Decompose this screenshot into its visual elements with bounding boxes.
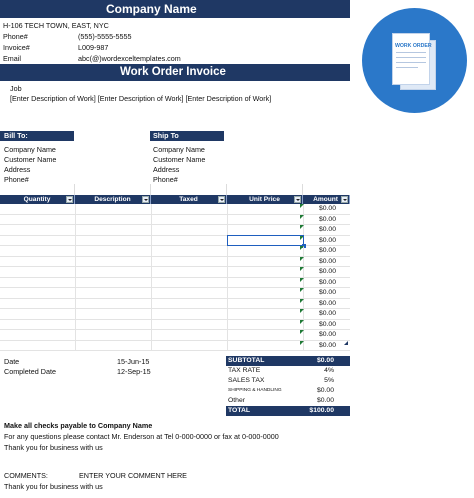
resize-handle-icon[interactable]	[344, 341, 348, 345]
amount-cell[interactable]: $0.00	[318, 226, 336, 233]
cell-border	[75, 330, 76, 340]
cell-border	[75, 288, 76, 298]
date-value[interactable]: 15-Jun-15	[117, 357, 150, 366]
work-order-logo	[362, 8, 467, 113]
items-table	[0, 195, 350, 355]
amount-cell[interactable]: $0.00	[318, 215, 336, 223]
table-row[interactable]	[0, 257, 350, 268]
phone-label: Phone#	[3, 32, 28, 41]
formula-indicator-icon	[300, 246, 304, 250]
other-label: Other	[228, 397, 245, 404]
formula-indicator-icon	[300, 341, 304, 345]
invoice-label: Invoice#	[3, 43, 30, 52]
formula-indicator-icon	[300, 204, 304, 208]
cell-border	[75, 309, 76, 319]
cell-border	[227, 341, 228, 351]
total-value: $100.00	[309, 407, 334, 414]
cell-border	[151, 225, 152, 235]
formula-indicator-icon	[300, 330, 304, 334]
column-header-label: Amount	[313, 196, 338, 203]
formula-indicator-icon	[300, 278, 304, 282]
filter-dropdown-icon[interactable]	[66, 196, 73, 203]
cell-border	[227, 246, 228, 256]
cell-border	[227, 257, 228, 267]
cell-border	[151, 236, 152, 246]
table-row[interactable]	[0, 330, 350, 341]
column-header-taxed[interactable]	[151, 195, 227, 204]
amount-cell[interactable]: $0.00	[318, 247, 336, 254]
ship-to-line[interactable]: Company Name	[153, 145, 205, 154]
column-header-label: Taxed	[179, 196, 198, 203]
table-row[interactable]	[0, 267, 350, 278]
column-guide	[150, 184, 151, 195]
amount-cell[interactable]: $0.00	[318, 205, 336, 212]
doc-line	[396, 67, 418, 68]
column-header-label: Description	[94, 196, 131, 203]
email-label: Email	[3, 54, 21, 63]
cell-border	[227, 299, 228, 309]
filter-dropdown-icon[interactable]	[341, 196, 348, 203]
cell-border	[151, 330, 152, 340]
cell-border	[227, 278, 228, 288]
table-row[interactable]	[0, 309, 350, 320]
tax-rate-value[interactable]: 4%	[324, 367, 334, 374]
amount-cell[interactable]: $0.00	[318, 289, 336, 296]
bill-to-line[interactable]: Phone#	[4, 175, 29, 184]
column-guide	[74, 184, 75, 195]
amount-cell[interactable]: $0.00	[318, 320, 336, 328]
column-header-unit-price[interactable]	[227, 195, 303, 204]
cell-border	[151, 278, 152, 288]
cell-border	[151, 246, 152, 256]
bill-to-header-label: Bill To:	[4, 131, 28, 140]
cell-border	[75, 320, 76, 330]
sales-tax-value[interactable]: 5%	[324, 377, 334, 384]
completed-date-value[interactable]: 12-Sep-15	[117, 367, 151, 376]
column-header-description[interactable]	[75, 195, 151, 204]
table-row[interactable]	[0, 341, 350, 352]
amount-cell[interactable]: $0.00	[318, 257, 336, 265]
checks-payable-note: Make all checks payable to Company Name	[4, 421, 153, 430]
ship-to-line[interactable]: Address	[153, 165, 180, 174]
cell-border	[227, 309, 228, 319]
cell-border	[151, 288, 152, 298]
formula-indicator-icon	[300, 267, 304, 271]
formula-indicator-icon	[300, 309, 304, 313]
doc-line	[396, 57, 426, 58]
amount-cell[interactable]: $0.00	[318, 236, 336, 244]
date-label: Date	[4, 357, 20, 366]
cell-border	[151, 257, 152, 267]
tax-rate-row	[226, 366, 350, 376]
cell-border	[75, 299, 76, 309]
table-row[interactable]	[0, 215, 350, 226]
cell-border	[151, 320, 152, 330]
column-header-label: Unit Price	[249, 196, 280, 203]
filter-dropdown-icon[interactable]	[142, 196, 149, 203]
invoice-title-bar	[0, 64, 350, 81]
total-label: TOTAL	[228, 407, 251, 414]
cell-border	[227, 288, 228, 298]
cell-border	[75, 236, 76, 246]
column-header-label: Quantity	[23, 196, 51, 203]
formula-indicator-icon	[300, 288, 304, 292]
cell-border	[75, 225, 76, 235]
bill-to-line[interactable]: Company Name	[4, 145, 56, 154]
job-description[interactable]: [Enter Description of Work] [Enter Description of Work] [Enter Description of Work]	[10, 94, 272, 103]
amount-cell[interactable]: $0.00	[318, 331, 336, 338]
job-label: Job	[10, 84, 22, 93]
cell-border	[227, 267, 228, 277]
table-row[interactable]	[0, 299, 350, 310]
tax-rate-label: TAX RATE	[228, 367, 261, 374]
ship-to-header-label: Ship To	[153, 131, 179, 140]
logo-text: WORK ORDER	[395, 43, 432, 49]
doc-line	[396, 62, 426, 63]
bill-to-line[interactable]: Customer Name	[4, 155, 57, 164]
invoice-title: Work Order Invoice	[120, 66, 226, 78]
cell-border	[227, 204, 228, 214]
cell-border	[75, 215, 76, 225]
cell-border	[227, 225, 228, 235]
table-row[interactable]	[0, 236, 350, 247]
column-guide	[226, 184, 227, 195]
company-name-banner	[0, 0, 350, 18]
total-row	[226, 406, 350, 416]
column-header-amount[interactable]	[303, 195, 350, 204]
ship-to-line[interactable]: Phone#	[153, 175, 178, 184]
cell-border	[75, 204, 76, 214]
table-row[interactable]	[0, 246, 350, 257]
table-row[interactable]	[0, 288, 350, 299]
amount-cell[interactable]: $0.00	[318, 278, 336, 286]
amount-cell[interactable]: $0.00	[318, 341, 336, 349]
column-guide	[302, 184, 303, 195]
cell-border	[75, 267, 76, 277]
sales-tax-label: SALES TAX	[228, 377, 265, 384]
cell-border	[75, 246, 76, 256]
bill-to-header	[0, 131, 74, 141]
email-value: abc(@)wordexceltemplates.com	[78, 54, 181, 63]
table-row[interactable]	[0, 320, 350, 331]
thanks-note: Thank you for business with us	[4, 443, 103, 452]
sales-tax-row	[226, 376, 350, 386]
thanks-note: Thank you for business with us	[4, 482, 103, 491]
company-name: Company Name	[106, 2, 197, 16]
cell-border	[227, 215, 228, 225]
document-front-icon	[392, 33, 430, 85]
shipping-value[interactable]: $0.00	[316, 387, 334, 394]
amount-cell[interactable]: $0.00	[318, 299, 336, 307]
phone-value: (555)-5555-5555	[78, 32, 132, 41]
invoice-value: L009-987	[78, 43, 109, 52]
table-row[interactable]	[0, 204, 350, 215]
shipping-label: SHIPPING & HANDLING	[228, 388, 282, 393]
ship-to-line[interactable]: Customer Name	[153, 155, 206, 164]
subtotal-label: SUBTOTAL	[228, 357, 265, 364]
cell-border	[75, 278, 76, 288]
formula-indicator-icon	[300, 225, 304, 229]
completed-date-label: Completed Date	[4, 367, 56, 376]
amount-cell[interactable]: $0.00	[318, 268, 336, 275]
formula-indicator-icon	[300, 320, 304, 324]
cell-border	[151, 309, 152, 319]
cell-border	[151, 267, 152, 277]
shipping-row	[226, 386, 350, 396]
cell-border	[75, 257, 76, 267]
subtotal-value: $0.00	[316, 357, 334, 364]
column-header-quantity[interactable]	[0, 195, 75, 204]
doc-line	[396, 52, 426, 53]
cell-border	[151, 215, 152, 225]
comments-label: COMMENTS:	[4, 471, 48, 480]
bill-to-line[interactable]: Address	[4, 165, 31, 174]
cell-border	[227, 320, 228, 330]
formula-indicator-icon	[300, 257, 304, 261]
company-address: H-106 TECH TOWN, EAST, NYC	[3, 21, 109, 30]
other-value[interactable]: $0.00	[316, 397, 334, 404]
cell-border	[151, 299, 152, 309]
selected-cell[interactable]	[227, 235, 304, 246]
cell-border	[151, 341, 152, 351]
cell-border	[151, 204, 152, 214]
filter-dropdown-icon[interactable]	[218, 196, 225, 203]
other-row	[226, 396, 350, 406]
subtotal-row	[226, 356, 350, 366]
formula-indicator-icon	[300, 215, 304, 219]
filter-dropdown-icon[interactable]	[294, 196, 301, 203]
formula-indicator-icon	[300, 299, 304, 303]
table-row[interactable]	[0, 278, 350, 289]
amount-cell[interactable]: $0.00	[318, 310, 336, 317]
ship-to-header	[150, 131, 224, 141]
cell-border	[227, 330, 228, 340]
cell-border	[75, 341, 76, 351]
contact-note: For any questions please contact Mr. Enderson at Tel 0-000-0000 or fax at 0-000-0000	[4, 432, 279, 441]
comments-value[interactable]: ENTER YOUR COMMENT HERE	[79, 471, 187, 480]
